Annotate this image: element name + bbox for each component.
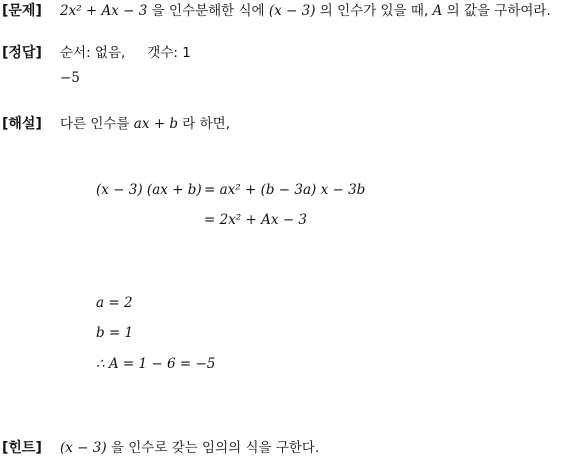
hint-tag: [힌트]: [2, 440, 42, 456]
hint-math-factor: (x − 3): [60, 440, 107, 456]
problem-text-part-2: 의 인수가 있을 때,: [315, 3, 433, 19]
answer-meta: [60, 44, 191, 62]
problem-text-part-3: 의 값을 구하여라.: [442, 3, 551, 19]
equation-line-1-left: (x − 3) (ax + b): [96, 182, 202, 198]
solution-intro: [60, 115, 230, 133]
problem-math-variable: A: [432, 3, 443, 19]
problem-math-expression: 2x² + Ax − 3: [60, 3, 148, 19]
result-a: a = 2: [96, 295, 133, 311]
answer-order-label: 순서: 없음,: [60, 45, 126, 61]
solution-tag: [해설]: [2, 116, 42, 132]
problem-statement: [60, 2, 551, 20]
solution-intro-text-2: 라 하면,: [178, 116, 230, 132]
problem-text-part-1: 을 인수분해한 식에: [147, 3, 269, 19]
answer-count-label: 갯수: 1: [147, 45, 191, 61]
equation-line-1-right: = ax² + (b − 3a) x − 3b: [204, 182, 366, 198]
equation-line-2-right: = 2x² + Ax − 3: [204, 212, 307, 228]
problem-tag: [문제]: [2, 3, 42, 19]
hint-text: 을 인수로 갖는 임의의 식을 구한다.: [106, 440, 320, 456]
problem-math-factor: (x − 3): [268, 3, 316, 19]
solution-intro-math: ax + b: [133, 116, 178, 132]
answer-tag: [정답]: [2, 45, 42, 61]
result-b: b = 1: [96, 325, 134, 341]
result-A: ∴ A = 1 − 6 = −5: [96, 356, 216, 372]
solution-intro-text-1: 다른 인수를: [60, 116, 134, 132]
hint-statement: [60, 439, 319, 457]
answer-value: −5: [60, 70, 80, 86]
